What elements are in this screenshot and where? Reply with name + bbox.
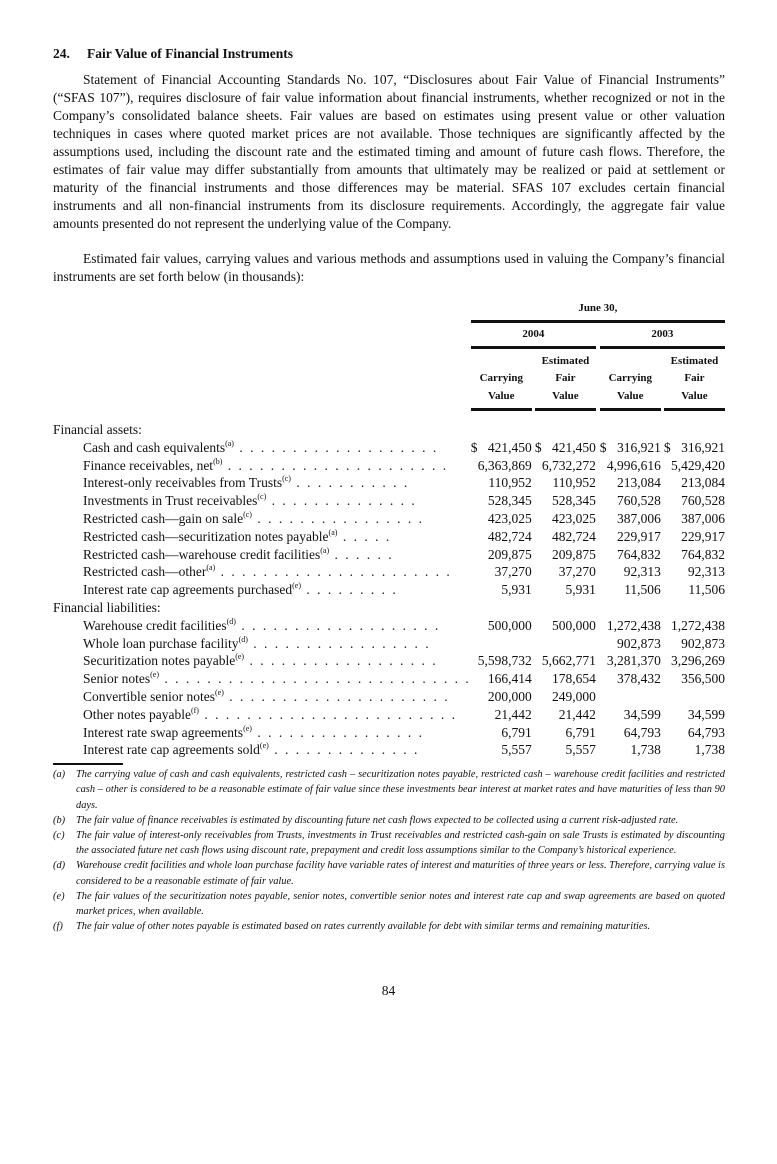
footnote-tag: (c) — [53, 829, 65, 841]
value-2004-carrying: 5,557 — [501, 742, 532, 758]
footnote-ref: (e) — [214, 687, 224, 697]
value-2004-fair: 5,557 — [565, 742, 596, 758]
value-2004-fair: 21,442 — [558, 706, 596, 722]
footnote-ref: (a) — [206, 563, 216, 573]
footnote-ref: (d) — [238, 634, 248, 644]
leader-dots: . . . . . — [337, 528, 392, 544]
paragraph-intro: Statement of Financial Accounting Standards No. 107, “Disclosures about Fair Value of Financial Instruments” (“SFAS 107”), requires disclosure of fair value information about financial instruments, whether recognized or not in the Company’s consolidated balance sheets. Fair values are based on estimates using present value or other valuation techniques in cases where quoted market prices are not available. Those techniques are significantly affected by the assumptions used, including the discount rate and the estimated timing and amount of future cash flows. Therefore, the estimates of fair value may differ substantially from amounts that ultimately may be realized or paid at settlement or maturity of the financial instruments and those differences may be material. SFAS 107 excludes certain financial instruments and all non-financial instruments from its disclosure requirements. Accordingly, the aggregate fair value amounts presented do not represent the underlying value of the Company. — [53, 72, 725, 231]
row-label-text: Finance receivables, net — [83, 457, 214, 473]
value-2004-carrying: 482,724 — [487, 528, 532, 544]
value-2004-carrying: 6,791 — [501, 724, 532, 740]
footnote-ref: (c) — [243, 509, 252, 519]
section-title: Financial liabilities: — [53, 599, 161, 615]
value-2004-fair: 6,791 — [565, 724, 596, 740]
row-label-text: Cash and cash equivalents — [83, 439, 226, 455]
value-2003-carrying: 92,313 — [623, 564, 661, 580]
value-2004-carrying: 166,414 — [487, 671, 532, 687]
leader-dots: . . . . . . . . . . . . . . . . . . . . . . — [215, 564, 452, 580]
col-header-2004-fair: Estimated Fair Value — [535, 347, 596, 409]
footnote — [53, 919, 725, 934]
col-header-2003-fair: Estimated Fair Value — [664, 347, 725, 409]
footnote-tag: (e) — [53, 890, 65, 902]
value-2003-fair: 1,272,438 — [671, 617, 725, 633]
value-2004-fair: 110,952 — [552, 475, 596, 491]
row-label — [53, 724, 471, 742]
footnote-ref: (c) — [282, 474, 291, 484]
footnote-text: The carrying value of cash and cash equivalents, restricted cash – securitization notes payable, restricted cash – warehouse credit facilities and restricted cash – other is considered to be a reasonable estimate of fair value since these investments bear interest at market rates and have maturities of less than 90 days. — [76, 769, 725, 811]
table-row — [53, 563, 725, 581]
section-title: Fair Value of Financial Instruments — [87, 46, 294, 61]
col-header-2003-carrying: Carrying Value — [600, 347, 661, 409]
dollar-sign: $ — [470, 439, 478, 455]
row-label-text: Investments in Trust receivables — [83, 493, 258, 509]
table-row — [53, 706, 725, 724]
table-row — [53, 670, 725, 688]
row-label — [53, 439, 471, 457]
footnote-ref: (b) — [213, 456, 223, 466]
value-2004-carrying — [471, 635, 532, 653]
value-2004-fair: 5,662,771 — [541, 653, 596, 669]
row-label — [53, 546, 471, 564]
footnote-tag: (f) — [53, 921, 63, 933]
row-label-text: Warehouse credit facilities — [83, 617, 227, 633]
value-2004-fair: 528,345 — [552, 493, 596, 509]
row-label-text: Other notes payable — [83, 706, 191, 722]
table-row — [53, 741, 725, 759]
section-header-row — [53, 599, 725, 617]
value-2003-fair: 34,599 — [687, 706, 725, 722]
value-2003-carrying: 1,738 — [630, 742, 661, 758]
row-label-text: Restricted cash—gain on sale — [83, 510, 244, 526]
footnote-tag: (d) — [53, 860, 66, 872]
row-label-text: Interest rate swap agreements — [83, 724, 244, 740]
value-2004-fair: 482,724 — [552, 528, 596, 544]
section-heading — [53, 46, 725, 62]
value-2003-fair: 229,917 — [681, 528, 725, 544]
footnote — [53, 889, 725, 919]
footnote-tag: (a) — [53, 769, 66, 781]
value-2003-fair: 3,296,269 — [671, 653, 725, 669]
leader-dots: . . . . . . . . . . . . . . . . . . — [244, 653, 438, 669]
value-2004-fair: 423,025 — [552, 510, 596, 526]
value-2003-carrying: 378,432 — [616, 671, 661, 687]
fair-value-table-wrap — [53, 300, 725, 759]
footnote — [53, 813, 725, 828]
footnote-ref: (d) — [226, 616, 236, 626]
value-2004-carrying: 6,363,869 — [477, 457, 532, 473]
footnote-text: The fair value of other notes payable is estimated based on rates currently available for debt with similar terms and remaining maturities. — [76, 921, 651, 933]
value-2003-fair: 902,873 — [681, 635, 725, 651]
value-2003-carrying — [600, 688, 661, 706]
value-2004-carrying: 37,270 — [494, 564, 532, 580]
leader-dots: . . . . . . . . . . . . . . . . — [251, 510, 424, 526]
footnote-text: The fair value of interest-only receivables from Trusts, investments in Trust receivables and restricted cash-gain on sale Trusts is estimated by discounting the associated future net cash flows using discount rate, prepayment and credit loss assumptions similar to the Company’s historical experience. — [76, 829, 725, 857]
value-2004-carrying: 500,000 — [487, 617, 532, 633]
value-2003-carrying: 4,996,616 — [606, 457, 661, 473]
leader-dots: . . . . . . . . . . . . . . . . . . . . . — [222, 457, 449, 473]
table-row — [53, 439, 725, 457]
footnote-ref: (e) — [235, 652, 245, 662]
value-2004-carrying: 21,442 — [494, 706, 532, 722]
dollar-sign: $ — [599, 439, 607, 455]
page-number: 84 — [381, 983, 396, 998]
table-row — [53, 474, 725, 492]
document-page — [53, 46, 725, 934]
table-row — [53, 652, 725, 670]
leader-dots: . . . . . . . . . . . . . . . . . . . . . — [223, 688, 450, 704]
value-2004-fair: $ 421,450 — [534, 439, 596, 455]
row-label-text: Restricted cash—other — [83, 564, 207, 580]
value-2003-carrying: 3,281,370 — [606, 653, 661, 669]
footnote-ref: (a) — [320, 545, 330, 555]
value-2004-carrying: $ 421,450 — [470, 439, 532, 455]
row-label — [53, 563, 471, 581]
leader-dots: . . . . . . . . . . . . . . . . . . . — [235, 617, 441, 633]
row-label — [53, 635, 471, 653]
footnote-tag: (b) — [53, 814, 66, 826]
section-number: 24. — [53, 46, 70, 61]
table-row — [53, 510, 725, 528]
table-row — [53, 617, 725, 635]
value-2003-fair: 387,006 — [681, 510, 725, 526]
value-2003-carrying: 387,006 — [616, 510, 661, 526]
value-2003-fair: 64,793 — [687, 724, 725, 740]
footnote-text: The fair values of the securitization notes payable, senior notes, convertible senior notes and interest rate cap and swap agreements are based on quoted market prices, when available. — [76, 890, 725, 917]
value-2003-carrying: 229,917 — [616, 528, 661, 544]
leader-dots: . . . . . . . . . — [301, 582, 398, 598]
footnote-ref: (e) — [150, 670, 160, 680]
table-row — [53, 546, 725, 564]
value-2004-fair — [535, 635, 596, 653]
value-2003-fair: 11,506 — [688, 582, 725, 598]
leader-dots: . . . . . . . . . . . . . . . . . — [247, 635, 431, 651]
table-row — [53, 581, 725, 599]
year-header-2003: 2003 — [600, 321, 725, 347]
value-2004-carrying: 209,875 — [487, 546, 532, 562]
value-2003-carrying: 34,599 — [623, 706, 661, 722]
value-2003-carrying: 64,793 — [623, 724, 661, 740]
value-2003-fair: 764,832 — [681, 546, 725, 562]
row-label — [53, 528, 471, 546]
header-row-columns — [53, 347, 725, 409]
table-row — [53, 635, 725, 653]
row-label-text: Restricted cash—warehouse credit facilities — [83, 546, 321, 562]
row-label — [53, 492, 471, 510]
value-2003-carrying: $ 316,921 — [599, 439, 661, 455]
table-row — [53, 724, 725, 742]
value-2004-carrying: 5,931 — [501, 582, 532, 598]
footnote-ref: (e) — [243, 723, 252, 733]
value-2004-fair: 209,875 — [552, 546, 596, 562]
row-label-text: Senior notes — [83, 671, 151, 687]
leader-dots: . . . . . . . . . . . . . . . . . . . — [233, 439, 439, 455]
header-row-period — [53, 300, 725, 321]
value-2003-fair — [664, 688, 725, 706]
value-2004-carrying: 200,000 — [487, 688, 532, 704]
value-2004-carrying: 528,345 — [487, 493, 532, 509]
footnote-ref: (e) — [259, 741, 269, 751]
value-2003-fair: $ 316,921 — [663, 439, 725, 455]
value-2004-fair: 5,931 — [565, 582, 596, 598]
period-header: June 30, — [471, 300, 725, 321]
leader-dots: . . . . . . . . . . . . . . — [266, 493, 417, 509]
fair-value-table — [53, 300, 725, 759]
footnote-ref: (c) — [257, 492, 267, 502]
row-label-text: Interest rate cap agreements purchased — [83, 582, 293, 598]
section-header-row — [53, 421, 725, 439]
value-2003-fair: 1,738 — [694, 742, 725, 758]
dollar-sign: $ — [663, 439, 671, 455]
value-2003-carrying: 213,084 — [616, 475, 661, 491]
row-label — [53, 741, 471, 759]
footnote-text: Warehouse credit facilities and whole loan purchase facility have variable rates of interest and maturities of three years or less. Therefore, carrying value is considered to be a reasonable estimate of fair value. — [76, 860, 725, 887]
table-row — [53, 528, 725, 546]
table-row — [53, 492, 725, 510]
row-label — [53, 510, 471, 528]
value-2004-fair: 500,000 — [552, 617, 596, 633]
value-2003-fair: 356,500 — [681, 671, 725, 687]
value-2004-fair: 249,000 — [552, 688, 596, 704]
header-row-years — [53, 321, 725, 347]
year-header-2004: 2004 — [471, 321, 596, 347]
value-2003-carrying: 902,873 — [616, 635, 661, 651]
value-2004-fair: 6,732,272 — [541, 457, 596, 473]
value-2003-carrying: 1,272,438 — [606, 617, 661, 633]
value-2003-carrying: 764,832 — [616, 546, 661, 562]
value-2004-fair: 37,270 — [558, 564, 596, 580]
footnote-text: The fair value of finance receivables is estimated by discounting future net cash flows expected to be collected using a current risk-adjusted rate. — [76, 814, 679, 826]
row-label — [53, 457, 471, 475]
value-2003-fair: 5,429,420 — [671, 457, 725, 473]
leader-dots: . . . . . . . . . . . — [290, 475, 410, 491]
footnote-ref: (a) — [328, 527, 338, 537]
value-2004-carrying: 423,025 — [487, 510, 532, 526]
row-label — [53, 706, 471, 724]
row-label — [53, 474, 471, 492]
footnote-ref: (e) — [292, 581, 302, 591]
value-2003-fair: 760,528 — [681, 493, 725, 509]
leader-dots: . . . . . . . . . . . . . . . . . . . . . . . . — [198, 706, 457, 722]
row-label — [53, 688, 471, 706]
row-label — [53, 670, 471, 688]
value-2004-carrying: 110,952 — [488, 475, 532, 491]
leader-dots: . . . . . . . . . . . . . . . . — [251, 724, 424, 740]
section-title: Financial assets: — [53, 421, 142, 437]
leader-dots: . . . . . . . . . . . . . . — [268, 742, 420, 758]
col-header-2004-carrying: Carrying Value — [471, 347, 532, 409]
row-label-text: Restricted cash—securitization notes payable — [83, 528, 329, 544]
footnote — [53, 858, 725, 888]
footnote — [53, 767, 725, 813]
value-2004-carrying: 5,598,732 — [477, 653, 532, 669]
paragraph-table-intro: Estimated fair values, carrying values and various methods and assumptions used in valuing the Company’s financial instruments are set forth below (in thousands): — [53, 251, 725, 284]
value-2003-fair: 92,313 — [687, 564, 725, 580]
value-2004-fair: 178,654 — [552, 671, 596, 687]
dollar-sign: $ — [534, 439, 542, 455]
row-label-text: Interest-only receivables from Trusts — [83, 475, 283, 491]
footnote — [53, 828, 725, 858]
table-row — [53, 457, 725, 475]
row-label — [53, 581, 471, 599]
row-label — [53, 617, 471, 635]
footnote-ref: (f) — [190, 705, 199, 715]
leader-dots: . . . . . . — [329, 546, 394, 562]
value-2003-fair: 213,084 — [681, 475, 725, 491]
row-label — [53, 652, 471, 670]
footnote-divider — [53, 763, 123, 765]
leader-dots: . . . . . . . . . . . . . . . . . . . . . . . . . . . . . — [159, 671, 471, 687]
row-label-text: Interest rate cap agreements sold — [83, 742, 260, 758]
value-2003-carrying: 11,506 — [624, 582, 661, 598]
row-label-text: Convertible senior notes — [83, 688, 215, 704]
row-label-text: Securitization notes payable — [83, 653, 236, 669]
footnote-ref: (a) — [225, 438, 234, 448]
row-label-text: Whole loan purchase facility — [83, 635, 239, 651]
table-row — [53, 688, 725, 706]
footnotes — [53, 767, 725, 934]
value-2003-carrying: 760,528 — [616, 493, 661, 509]
